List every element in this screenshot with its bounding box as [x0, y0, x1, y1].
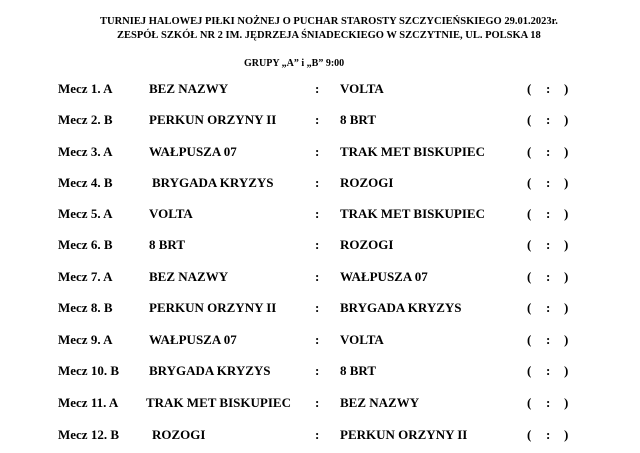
versus-separator: :	[315, 237, 320, 252]
home-team: 8 BRT	[149, 237, 186, 252]
score-separator: :	[546, 300, 551, 315]
score-separator: :	[546, 332, 551, 347]
home-team: PERKUN ORZYNY II	[149, 112, 277, 127]
match-row	[0, 269, 640, 289]
score-separator: :	[546, 206, 551, 221]
score-open-paren: (	[527, 237, 532, 252]
away-team: 8 BRT	[340, 112, 377, 127]
score-separator: :	[546, 269, 551, 284]
home-team: VOLTA	[149, 206, 193, 221]
score-open-paren: (	[527, 363, 532, 378]
home-team: WAŁPUSZA 07	[149, 332, 237, 347]
groups-time: GRUPY „A” i „B” 9:00	[244, 58, 345, 69]
score-close-paren: )	[564, 363, 569, 378]
home-team: TRAK MET BISKUPIEC	[146, 395, 291, 410]
score-close-paren: )	[564, 237, 569, 252]
match-label: Mecz 2. B	[58, 112, 113, 127]
score-close-paren: )	[564, 427, 569, 442]
match-row	[0, 332, 640, 352]
away-team: 8 BRT	[340, 363, 377, 378]
score-open-paren: (	[527, 427, 532, 442]
score-close-paren: )	[564, 269, 569, 284]
home-team: BEZ NAZWY	[149, 81, 229, 96]
score-open-paren: (	[527, 81, 532, 96]
versus-separator: :	[315, 112, 320, 127]
match-label: Mecz 1. A	[58, 81, 113, 96]
versus-separator: :	[315, 427, 320, 442]
match-row	[0, 427, 640, 447]
score-open-paren: (	[527, 144, 532, 159]
score-separator: :	[546, 395, 551, 410]
tournament-title: TURNIEJ HALOWEJ PIŁKI NOŻNEJ O PUCHAR STAROSTY SZCZYCIEŃSKIEGO 29.01.2023r.	[100, 16, 558, 27]
score-separator: :	[546, 175, 551, 190]
score-open-paren: (	[527, 175, 532, 190]
versus-separator: :	[315, 395, 320, 410]
home-team: BRYGADA KRYZYS	[152, 175, 274, 190]
home-team: WAŁPUSZA 07	[149, 144, 237, 159]
score-close-paren: )	[564, 112, 569, 127]
score-separator: :	[546, 237, 551, 252]
home-team: ROZOGI	[152, 427, 206, 442]
versus-separator: :	[315, 363, 320, 378]
home-team: BEZ NAZWY	[149, 269, 229, 284]
match-label: Mecz 10. B	[58, 363, 120, 378]
versus-separator: :	[315, 175, 320, 190]
score-close-paren: )	[564, 175, 569, 190]
away-team: WAŁPUSZA 07	[340, 269, 428, 284]
score-open-paren: (	[527, 332, 532, 347]
score-open-paren: (	[527, 206, 532, 221]
versus-separator: :	[315, 81, 320, 96]
away-team: BRYGADA KRYZYS	[340, 300, 462, 315]
score-close-paren: )	[564, 395, 569, 410]
match-label: Mecz 8. B	[58, 300, 113, 315]
match-row	[0, 175, 640, 195]
match-row	[0, 144, 640, 164]
away-team: VOLTA	[340, 332, 384, 347]
score-separator: :	[546, 363, 551, 378]
match-label: Mecz 9. A	[58, 332, 113, 347]
score-close-paren: )	[564, 206, 569, 221]
away-team: ROZOGI	[340, 237, 394, 252]
score-close-paren: )	[564, 81, 569, 96]
score-separator: :	[546, 81, 551, 96]
match-label: Mecz 6. B	[58, 237, 113, 252]
away-team: VOLTA	[340, 81, 384, 96]
score-close-paren: )	[564, 300, 569, 315]
match-label: Mecz 4. B	[58, 175, 113, 190]
versus-separator: :	[315, 206, 320, 221]
match-row	[0, 237, 640, 257]
score-open-paren: (	[527, 395, 532, 410]
versus-separator: :	[315, 300, 320, 315]
away-team: TRAK MET BISKUPIEC	[340, 206, 485, 221]
score-separator: :	[546, 144, 551, 159]
match-label: Mecz 12. B	[58, 427, 120, 442]
match-row	[0, 81, 640, 101]
score-open-paren: (	[527, 112, 532, 127]
match-row	[0, 363, 640, 383]
away-team: TRAK MET BISKUPIEC	[340, 144, 485, 159]
match-row	[0, 112, 640, 132]
match-label: Mecz 7. A	[58, 269, 113, 284]
match-row	[0, 395, 640, 415]
score-open-paren: (	[527, 269, 532, 284]
venue-line: ZESPÓŁ SZKÓŁ NR 2 IM. JĘDRZEJA ŚNIADECKIEGO W SZCZYTNIE, UL. POLSKA 18	[117, 30, 541, 41]
score-close-paren: )	[564, 144, 569, 159]
versus-separator: :	[315, 332, 320, 347]
away-team: BEZ NAZWY	[340, 395, 420, 410]
home-team: BRYGADA KRYZYS	[149, 363, 271, 378]
match-row	[0, 206, 640, 226]
score-close-paren: )	[564, 332, 569, 347]
versus-separator: :	[315, 144, 320, 159]
away-team: PERKUN ORZYNY II	[340, 427, 468, 442]
score-open-paren: (	[527, 300, 532, 315]
versus-separator: :	[315, 269, 320, 284]
match-row	[0, 300, 640, 320]
match-label: Mecz 5. A	[58, 206, 113, 221]
score-separator: :	[546, 427, 551, 442]
away-team: ROZOGI	[340, 175, 394, 190]
home-team: PERKUN ORZYNY II	[149, 300, 277, 315]
score-separator: :	[546, 112, 551, 127]
match-label: Mecz 3. A	[58, 144, 113, 159]
match-label: Mecz 11. A	[58, 395, 119, 410]
